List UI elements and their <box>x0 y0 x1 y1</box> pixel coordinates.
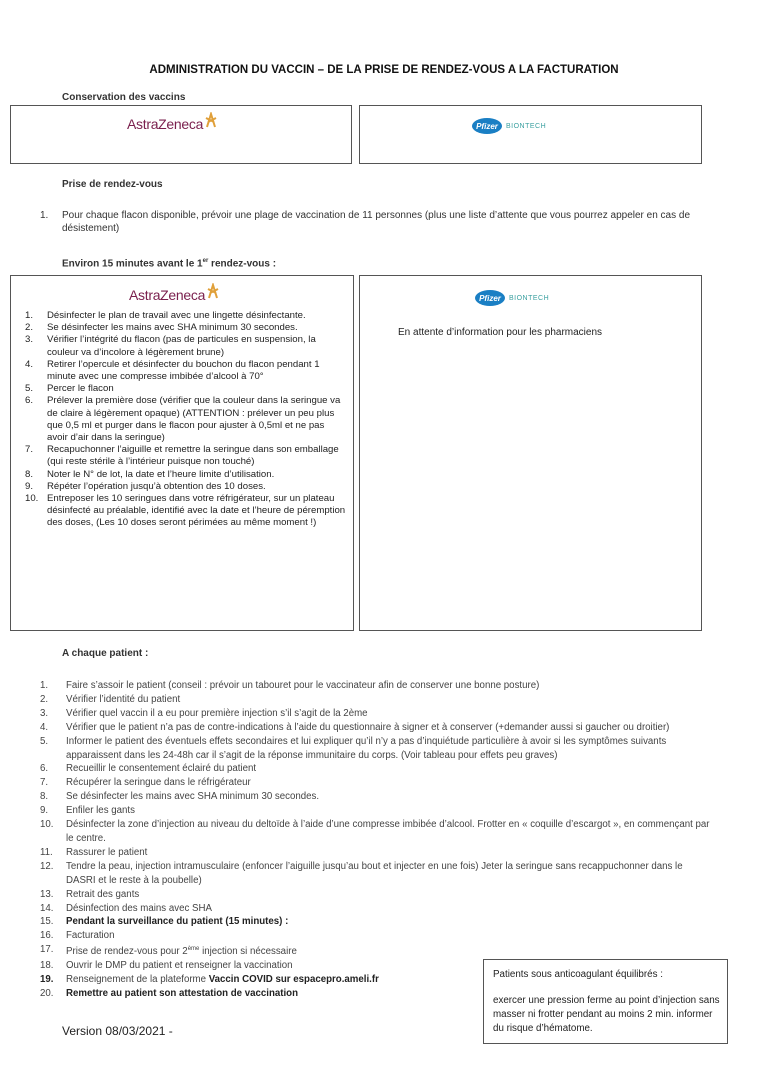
astrazeneca-wordmark-2: AstraZeneca <box>129 287 206 303</box>
step-text: Enfiler les gants <box>66 805 135 817</box>
step-text: Retirer l’opercule et désinfecter du bouchon du flacon pendant 1 minute avec une compresse imbibée d’alcool à 70° <box>47 358 320 383</box>
biontech-wordmark: BIONTECH <box>506 122 547 130</box>
conservation-label: Conservation des vaccins <box>62 92 186 103</box>
step-number: 16. <box>40 930 54 942</box>
step-number: 12. <box>40 860 54 872</box>
anticoagulant-box <box>483 959 728 1044</box>
step-text: Rassurer le patient <box>66 846 148 858</box>
biontech-wordmark-2: BIONTECH <box>509 294 550 302</box>
astrazeneca-step <box>25 359 347 383</box>
patient-step <box>40 735 710 763</box>
step-number: 18. <box>40 960 54 972</box>
astrazeneca-step <box>25 444 347 468</box>
conservation-az-box <box>10 105 352 164</box>
patient-label: A chaque patient : <box>62 648 149 659</box>
astrazeneca-logo-2 <box>129 287 220 303</box>
step-text: Faire s’assoir le patient (conseil : prévoir un tabouret pour le vaccinateur afin de conserver une bonne posture) <box>66 680 540 691</box>
version-text: Version 08/03/2021 - <box>62 1024 173 1038</box>
patient-step <box>40 804 710 818</box>
step-text: Désinfecter la zone d’injection au niveau du deltoïde à l’aide d’une compresse imbibée d’alcool. Frotter en « coquille d’escargot », en commençant par le centre. <box>66 819 710 844</box>
patient-steps-list <box>40 679 710 1001</box>
step-number: 5. <box>25 383 34 395</box>
step-number: 2. <box>40 693 49 705</box>
step-text: Se désinfecter les mains avec SHA minimum 30 secondes. <box>47 322 298 334</box>
step-text: Répéter l’opération jusqu’à obtention des 10 doses. <box>47 480 266 492</box>
step-text: Ouvrir le DMP du patient et renseigner la vaccination <box>66 960 293 972</box>
astrazeneca-logo <box>127 116 218 132</box>
step-text: Pendant la surveillance du patient (15 minutes) : <box>66 916 289 928</box>
step-text: Vérifier l’identité du patient <box>66 693 181 705</box>
patient-step <box>40 776 710 790</box>
step-number: 17. <box>40 944 54 956</box>
pfizer-biontech-logo <box>472 118 546 134</box>
pfizer-logo-icon: Pfizer <box>475 290 505 306</box>
step-text-end: injection si nécessaire <box>199 946 297 958</box>
step-number: 3. <box>25 334 34 346</box>
page-title: ADMINISTRATION DU VACCIN – DE LA PRISE DE RENDEZ-VOUS A LA FACTURATION <box>149 64 619 76</box>
rdv-item-number: 1. <box>40 210 49 221</box>
astrazeneca-symbol-icon <box>204 112 218 128</box>
step-text-bold: Vaccin COVID sur espacepro.ameli.fr <box>208 974 379 986</box>
astrazeneca-step <box>25 334 347 358</box>
step-number: 6. <box>25 395 34 407</box>
step-text: Informer le patient des éventuels effets secondaires et lui expliquer qu’il n’y a pas d’inquiétude particulière à avoir si les symptômes suivants apparaissent dans les 24-48h car il s’agit de la réponse immunitaire du corps. (Voir tableau pour effets peu graves) <box>66 735 667 761</box>
step-text: Renseignement de la plateforme <box>66 974 209 986</box>
patient-step <box>40 860 710 888</box>
astrazeneca-step <box>25 469 347 481</box>
step-number: 19. <box>40 974 54 986</box>
step-text: Entreposer les 10 seringues dans votre réfrigérateur, sur un plateau désinfecté au préalable, identifié avec la date et l’heure de péremption des doses, (Les 10 doses seront périmées au même moment !) <box>47 493 346 529</box>
astrazeneca-procedure-box <box>10 275 354 631</box>
step-text: Tendre la peau, injection intramusculaire (enfoncer l’aiguille jusqu’au bout et injecter en une fois) Jeter la seringue sans recappuchonner dans le DASRI et le reste à la poubelle) <box>66 860 683 886</box>
pfizer-logo-icon: Pfizer <box>472 118 502 134</box>
pfizer-waiting-text: En attente d’information pour les pharmaciens <box>398 327 603 338</box>
astrazeneca-step <box>25 383 347 395</box>
anticoagulant-text: exercer une pression ferme au point d’injection sans masser ni frotter pendant au moins 2 min. informer du risque d’hématome. <box>493 995 720 1034</box>
patient-step <box>40 929 710 943</box>
astrazeneca-symbol-icon <box>206 283 220 299</box>
step-text: Désinfecter le plan de travail avec une lingette désinfectante. <box>47 310 306 321</box>
step-number: 4. <box>25 358 34 370</box>
patient-step <box>40 902 710 916</box>
step-text: Retrait des gants <box>66 888 140 900</box>
patient-step <box>40 790 710 804</box>
step-text: Recueillir le consentement éclairé du patient <box>66 763 257 775</box>
rdv-item <box>40 209 710 235</box>
step-number: 9. <box>40 805 49 817</box>
before-label-text: Environ 15 minutes avant le 1 <box>62 258 203 270</box>
step-text: Percer le flacon <box>47 383 114 395</box>
step-text: Prélever la première dose (vérifier que la couleur dans la seringue va de claire à légèrement opaque) (ATTENTION : prélever un peu plus que 0,5 ml et purger dans le flacon pour ajuster à 0,5ml et ne pas avoir d’air dans la seringue) <box>47 395 341 444</box>
patient-step <box>40 818 710 846</box>
step-text: Vérifier l’intégrité du flacon (pas de particules en suspension, la couleur va d’incolore à légèrement brune) <box>47 334 316 358</box>
patient-step <box>40 721 710 735</box>
before-label <box>62 258 276 269</box>
step-number: 3. <box>40 707 49 719</box>
patient-step <box>40 693 710 707</box>
rdv-label: Prise de rendez-vous <box>62 179 163 190</box>
astrazeneca-steps-list <box>25 310 347 530</box>
patient-step <box>40 915 710 929</box>
step-text: Vérifier que le patient n’a pas de contre-indications à l’aide du questionnaire à signer et à conserver (+demander aussi si gaucher ou droitier) <box>66 721 670 733</box>
step-text: Facturation <box>66 930 115 942</box>
rdv-item-text: Pour chaque flacon disponible, prévoir une plage de vaccination de 11 personnes (plus une liste d’attente que vous pourrez appeler en cas de désistement) <box>62 210 691 234</box>
pfizer-procedure-box <box>359 275 702 631</box>
patient-step <box>40 762 710 776</box>
step-number: 15. <box>40 916 54 928</box>
step-number: 1. <box>40 680 49 691</box>
step-text: Recapuchonner l’aiguille et remettre la seringue dans son emballage (qui reste stérile à l’intérieur puisque non touché) <box>47 444 339 468</box>
patient-step <box>40 943 710 959</box>
step-number: 20. <box>40 988 54 1000</box>
astrazeneca-step <box>25 395 347 444</box>
before-label-sup: er <box>202 258 209 264</box>
step-text: Désinfection des mains avec SHA <box>66 902 212 914</box>
patient-step <box>40 707 710 721</box>
step-number: 5. <box>40 735 49 747</box>
step-number: 7. <box>25 444 34 456</box>
step-number: 8. <box>40 791 49 803</box>
patient-step <box>40 846 710 860</box>
patient-step <box>40 679 710 693</box>
step-number: 1. <box>25 310 34 321</box>
astrazeneca-step <box>25 493 347 530</box>
step-text: Vérifier quel vaccin il a eu pour première injection s’il s’agit de la 2ème <box>66 707 368 719</box>
step-number: 11. <box>40 846 53 858</box>
step-text: Noter le N° de lot, la date et l’heure limite d’utilisation. <box>47 468 275 480</box>
conservation-pfizer-box <box>359 105 702 164</box>
step-number: 2. <box>25 322 34 334</box>
step-number: 14. <box>40 902 54 914</box>
step-text: Récupérer la seringue dans le réfrigérateur <box>66 777 251 789</box>
step-number: 8. <box>25 468 34 480</box>
before-label-end: rendez-vous : <box>208 258 277 270</box>
step-number: 13. <box>40 888 54 900</box>
step-text: Se désinfecter les mains avec SHA minimum 30 secondes. <box>66 791 320 803</box>
step-number: 4. <box>40 721 49 733</box>
astrazeneca-step <box>25 310 347 322</box>
astrazeneca-wordmark: AstraZeneca <box>127 116 204 132</box>
step-number: 10. <box>40 819 54 831</box>
astrazeneca-step <box>25 322 347 334</box>
step-text: Remettre au patient son attestation de vaccination <box>66 988 299 1000</box>
patient-step <box>40 888 710 902</box>
step-number: 6. <box>40 763 49 775</box>
step-text-sup: ème <box>187 946 200 953</box>
step-number: 9. <box>25 480 34 492</box>
pfizer-biontech-logo-2 <box>475 290 549 306</box>
anticoagulant-title: Patients sous anticoagulant équilibrés : <box>493 969 663 980</box>
step-number: 10. <box>25 493 39 505</box>
astrazeneca-step <box>25 481 347 493</box>
step-text: Prise de rendez-vous pour 2 <box>66 946 188 958</box>
step-number: 7. <box>40 777 49 789</box>
